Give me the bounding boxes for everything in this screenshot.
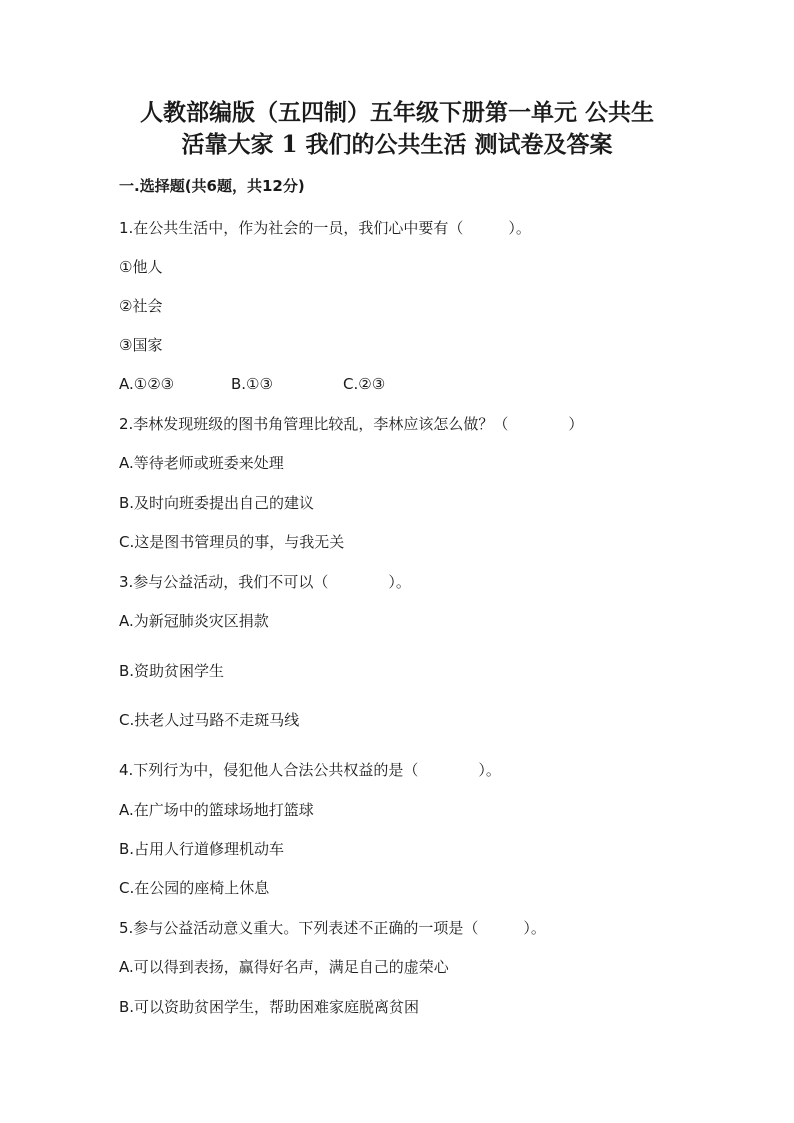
question-5-option-a: A.可以得到表扬，赢得好名声，满足自己的虚荣心 [119, 958, 449, 976]
question-2-option-b: B.及时向班委提出自己的建议 [119, 494, 315, 512]
question-4-stem: 4.下列行为中，侵犯他人合法公共权益的是（ ）。 [119, 761, 501, 779]
question-1-item-2: ②社会 [119, 297, 163, 315]
document-title-line-1: 人教部编版（五四制）五年级下册第一单元 公共生 [139, 99, 654, 126]
question-3-stem: 3.参与公益活动，我们不可以（ ）。 [119, 573, 411, 591]
question-5-option-b: B.可以资助贫困学生，帮助困难家庭脱离贫困 [119, 998, 420, 1016]
question-1-options [119, 374, 419, 394]
section-heading: 一.选择题(共6题，共12分) [119, 177, 305, 195]
question-1-option-b: B.①③ [231, 375, 273, 393]
question-4-option-b: B.占用人行道修理机动车 [119, 840, 285, 858]
question-5-stem: 5.参与公益活动意义重大。下列表述不正确的一项是（ ）。 [119, 919, 546, 937]
document-title-line-2: 活靠大家 1 我们的公共生活 测试卷及答案 [181, 131, 613, 158]
question-1-item-1: ①他人 [119, 258, 163, 276]
question-1-stem: 1.在公共生活中，作为社会的一员，我们心中要有（ ）。 [119, 219, 531, 237]
question-1-option-c: C.②③ [343, 375, 386, 393]
question-2-stem: 2.李林发现班级的图书角管理比较乱，李林应该怎么做？（ ） [119, 415, 584, 433]
question-3-option-a: A.为新冠肺炎灾区捐款 [119, 612, 269, 630]
question-3-option-c: C.扶老人过马路不走斑马线 [119, 711, 300, 729]
question-4-option-c: C.在公园的座椅上休息 [119, 879, 270, 897]
question-3-option-b: B.资助贫困学生 [119, 662, 225, 680]
question-1-item-3: ③国家 [119, 336, 163, 354]
question-2-option-c: C.这是图书管理员的事，与我无关 [119, 533, 345, 551]
question-1-option-a: A.①②③ [119, 375, 175, 393]
question-2-option-a: A.等待老师或班委来处理 [119, 454, 284, 472]
question-4-option-a: A.在广场中的篮球场地打篮球 [119, 801, 314, 819]
